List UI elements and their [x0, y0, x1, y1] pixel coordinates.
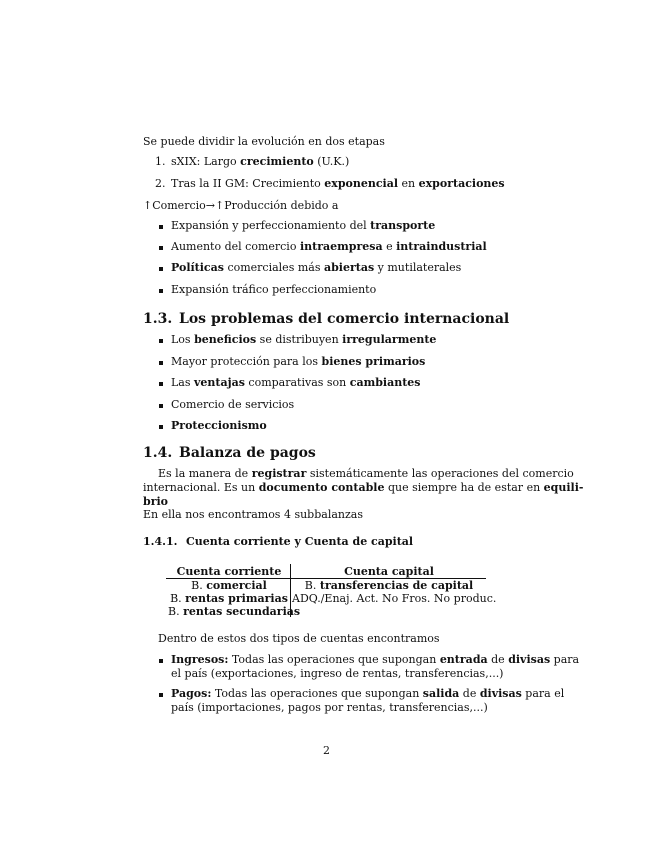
bold-text: brio	[143, 495, 169, 508]
bullet-marker	[159, 693, 163, 697]
text-run: comparativas son	[244, 376, 350, 389]
enum-text	[171, 177, 505, 190]
table-cell	[292, 592, 497, 605]
bullet-marker	[159, 225, 163, 229]
list-item	[171, 283, 376, 296]
bold-text: Ingresos:	[171, 653, 229, 666]
intro-line: Se puede dividir la evolución en dos etapas	[143, 135, 385, 148]
text-run: Expansión y perfeccionamiento del	[171, 219, 371, 232]
bullet-marker	[159, 289, 163, 293]
subsection-title: Cuenta corriente y Cuenta de capital	[186, 535, 414, 548]
table-header: Cuenta corriente	[176, 565, 282, 578]
table-cell	[168, 605, 301, 618]
text-run: Mayor protección para los	[171, 355, 322, 368]
bold-text: transporte	[370, 219, 436, 232]
bold-text: exportaciones	[418, 177, 505, 190]
list-item	[171, 653, 579, 666]
bold-text: cambiantes	[349, 376, 421, 389]
bullet-marker	[159, 246, 163, 250]
text-run: Los	[171, 333, 195, 346]
text-run: Comercio de servicios	[171, 398, 295, 411]
bold-text: crecimiento	[240, 155, 314, 168]
paragraph-line	[158, 467, 574, 480]
list-item	[171, 376, 420, 389]
after-table-line: Dentro de estos dos tipos de cuentas encontramos	[158, 632, 440, 645]
bold-text: irregularmente	[342, 333, 437, 346]
table-cell	[292, 579, 486, 592]
bold-text: rentas secundarias	[183, 605, 301, 618]
list-item	[171, 419, 267, 432]
paragraph-line	[143, 481, 583, 494]
page-number: 2	[323, 744, 330, 757]
bold-text: abiertas	[323, 261, 375, 274]
enum-text	[171, 155, 349, 168]
list-item	[171, 261, 461, 274]
table-header: Cuenta capital	[344, 565, 434, 578]
table-cell	[168, 579, 290, 592]
text-run: para	[550, 653, 580, 666]
causes-line: ↑Comercio→↑Producción debido a	[143, 199, 339, 212]
bold-text: transferencias de capital	[319, 579, 474, 592]
text-run: para el	[521, 687, 565, 700]
list-item	[171, 240, 487, 253]
bullet-marker	[159, 425, 163, 429]
bold-text: intraindustrial	[396, 240, 487, 253]
bold-text: Proteccionismo	[171, 419, 267, 432]
bold-text: exponencial	[324, 177, 399, 190]
text-run: ADQ./Enaj. Act. No Fros. No produc.	[292, 592, 497, 605]
bold-text: registrar	[251, 467, 307, 480]
text-run: comerciales más	[223, 261, 324, 274]
text-run: de	[459, 687, 480, 700]
text-run: Aumento del comercio	[171, 240, 300, 253]
list-item	[171, 687, 564, 700]
list-item-continuation	[171, 667, 503, 680]
text-run: de	[487, 653, 509, 666]
bullet-marker	[159, 382, 163, 386]
bold-text: equili-	[543, 481, 584, 494]
bullet-marker	[159, 267, 163, 271]
text-run: Las	[171, 376, 195, 389]
bold-text: Pagos:	[171, 687, 212, 700]
section-number: 1.4.	[143, 445, 173, 461]
text-run: y mutilaterales	[374, 261, 462, 274]
enum-number: 1.	[155, 155, 166, 168]
section-title: Balanza de pagos	[179, 445, 316, 461]
text-run: Todas las operaciones que supongan	[228, 653, 440, 666]
text-run: Expansión tráfico perfeccionamiento	[171, 283, 377, 296]
text-run: país (importaciones, pagos por rentas, transferencias,...)	[171, 701, 488, 714]
list-item	[171, 398, 294, 411]
text-run: Todas las operaciones que supongan	[211, 687, 423, 700]
text-run: sXIX: Largo	[171, 155, 241, 168]
bold-text: salida	[422, 687, 460, 700]
text-run: en	[398, 177, 419, 190]
section-title: Los problemas del comercio internacional	[179, 311, 510, 327]
text-run: (U.K.)	[313, 155, 350, 168]
paragraph-line: En ella nos encontramos 4 subbalanzas	[143, 508, 363, 521]
text-run: Tras la II GM: Crecimiento	[171, 177, 325, 190]
table-cell	[168, 592, 290, 605]
text-run: B.	[304, 579, 320, 592]
enum-number: 2.	[155, 177, 166, 190]
bold-text: bienes primarios	[321, 355, 426, 368]
text-run: Es la manera de	[158, 467, 252, 480]
paragraph-line	[143, 495, 168, 508]
bold-text: Políticas	[171, 261, 224, 274]
bold-text: comercial	[206, 579, 267, 592]
text-run: B.	[168, 605, 184, 618]
list-item	[171, 219, 435, 232]
text-run: que siempre ha de estar en	[384, 481, 544, 494]
text-run: e	[382, 240, 397, 253]
bullet-marker	[159, 339, 163, 343]
text-run: B.	[170, 592, 186, 605]
bullet-marker	[159, 659, 163, 663]
text-run: sistemáticamente las operaciones del comercio	[306, 467, 574, 480]
bold-text: ventajas	[194, 376, 245, 389]
subsection-number: 1.4.1.	[143, 535, 178, 548]
text-run: se distribuyen	[256, 333, 343, 346]
text-run: el país (exportaciones, ingreso de rentas, transferencias,...)	[171, 667, 504, 680]
bold-text: rentas primarias	[185, 592, 288, 605]
text-run: B.	[191, 579, 207, 592]
list-item-continuation	[171, 701, 488, 714]
bold-text: intraempresa	[299, 240, 383, 253]
bold-text: beneficios	[194, 333, 257, 346]
bold-text: documento contable	[258, 481, 385, 494]
bold-text: divisas	[508, 653, 551, 666]
bold-text: divisas	[479, 687, 522, 700]
text-run: internacional. Es un	[143, 481, 259, 494]
bullet-marker	[159, 404, 163, 408]
list-item	[171, 355, 425, 368]
bullet-marker	[159, 361, 163, 365]
section-number: 1.3.	[143, 311, 173, 327]
list-item	[171, 333, 436, 346]
bold-text: entrada	[439, 653, 488, 666]
